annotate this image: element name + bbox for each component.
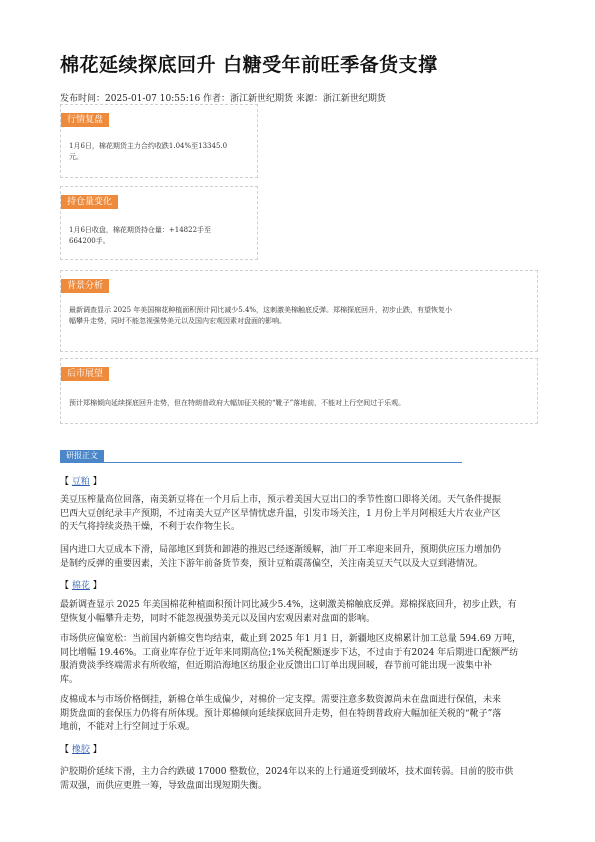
category-link-rubber[interactable]: 橡胶: [71, 745, 90, 755]
category-soybean-meal: [60, 474, 102, 487]
text-line: 库。: [60, 674, 79, 685]
text-line: 的天气将持续炎热干燥，不利于农作物生长。: [60, 522, 241, 532]
background-analysis-tag: 背景分析: [61, 279, 109, 293]
position-change-tag: 持仓量变化: [61, 195, 118, 209]
text-line: 元。: [69, 153, 83, 161]
outlook-text: [69, 398, 531, 409]
soy-paragraph-2: [60, 544, 536, 571]
category-link-cotton[interactable]: 棉花: [71, 581, 90, 591]
text-line: 国内进口大豆成本下滑，局部地区到货和卸港的推迟已经逐渐缓解，油厂开工率迎来回升，预期供应压力增加仍: [60, 545, 502, 555]
text-line: 1月6日，棉花期货主力合约收跌1.04%至13345.0: [69, 142, 228, 150]
market-review-box: [60, 104, 258, 178]
text-line: 地前，不能对上行空间过于乐观。: [60, 722, 196, 732]
text-line: 同比增幅 19.46%。工商业库存位于近年来同期高位;1%关税配额逐步下达，不过由于有2024 年后期进口配额严纺: [60, 647, 519, 658]
position-change-box: [60, 186, 258, 260]
text-line: 预计郑棉倾向延续探底回升走势，但在特朗普政府大幅加征关税的“靴子”落地前，不能对上行空间过于乐观。: [69, 399, 406, 407]
cotton-paragraph-3: [60, 694, 536, 735]
text-line: 巴西大豆创纪录丰产预期，不过南美大豆产区旱情忧虑升温，引发市场关注，1 月份上半月阿根廷大片农业产区: [60, 508, 501, 519]
bracket-close: 】: [92, 477, 102, 487]
text-line: 望恢复小幅攀升走势，同时不能忽视强势美元以及国内宏观因素对盘面的影响。: [60, 613, 376, 624]
text-line: 是制约反弹的重要因素，关注下游年前备货节奏，预计豆粕震荡偏空，关注南美豆天气以及大豆到港情况。: [60, 558, 484, 569]
bracket-open: 【: [60, 581, 70, 591]
market-review-tag: 行情复盘: [61, 113, 109, 127]
rubber-paragraph-1: [60, 766, 536, 793]
article-meta: 发布时间：2025-01-07 10:55:16 作者：浙江新世纪期货 来源：浙江新世纪期货: [60, 94, 386, 104]
text-line: 沪胶期价延续下滑，主力合约跌破 17000 整数位，2024年以来的上行通道受到破坏，技术面转弱。目前的胶市供: [60, 767, 514, 777]
outlook-tag: 后市展望: [61, 367, 109, 381]
category-cotton: [60, 578, 102, 591]
text-line: 需双强，而供应更胜一筹，导致盘面出现短期失衡。: [60, 780, 268, 791]
text-line: 664200手。: [69, 237, 110, 245]
cotton-paragraph-1: [60, 599, 536, 626]
category-rubber: [60, 742, 102, 755]
text-line: 最新调查显示 2025 年美国棉花种植面积预计同比减少5.4%，这刺激美棉触底反弹。郑棉探底回升，初步止跌，有: [60, 600, 517, 610]
report-body-header: [60, 450, 462, 463]
background-analysis-text: [69, 305, 531, 327]
cotton-paragraph-2: [60, 633, 536, 687]
position-change-text: [69, 225, 253, 247]
text-line: 最新调查显示 2025 年美国棉花种植面积预计同比减少5.4%，这刺激美棉触底反弹。郑棉探底回升，初步止跌，有望恢复小: [69, 306, 453, 314]
article-title: 棉花延续探底回升 白糖受年前旺季备货支撑: [60, 54, 438, 76]
bracket-open: 【: [60, 477, 70, 487]
category-link-soybean-meal[interactable]: 豆粕: [71, 477, 90, 487]
report-body-label: 研报正文: [60, 450, 104, 462]
text-line: 幅攀升走势，同时不能忽视强势美元以及国内宏观因素对盘面的影响。: [69, 317, 286, 325]
text-line: 期货盘面的套保压力仍将有所体现。预计郑棉倾向延续探底回升走势，但在特朗普政府大幅加征关税的“靴子”落: [60, 708, 502, 719]
text-line: 皮棉成本与市场价格倒挂，新棉仓单生成偏少，对棉价一定支撑。需要注意多数资源尚未在盘面进行保值，未来: [60, 695, 502, 705]
text-line: 市场供应偏宽松：当前国内新棉交售均结束，截止到 2025 年1 月1 日，新疆地区皮棉累计加工总量 594.69 万吨，: [60, 634, 522, 644]
bracket-close: 】: [92, 581, 102, 591]
text-line: 服消费淡季终端需求有所收缩，但近期沿海地区纺服企业反馈出口订单出现回暖，春节前可能出现一波集中补: [60, 661, 493, 671]
bracket-close: 】: [92, 745, 102, 755]
outlook-box: [60, 358, 538, 424]
market-review-text: [69, 141, 253, 163]
bracket-open: 【: [60, 745, 70, 755]
background-analysis-box: [60, 270, 538, 352]
soy-paragraph-1: [60, 494, 536, 535]
text-line: 美豆压榨量高位回落，南美新豆将在一个月后上市，预示着美国大豆出口的季节性窗口即将关闭。天气条件提振: [60, 495, 502, 505]
text-line: 1月6日收盘，棉花期货持仓量：+14822手至: [69, 226, 212, 234]
